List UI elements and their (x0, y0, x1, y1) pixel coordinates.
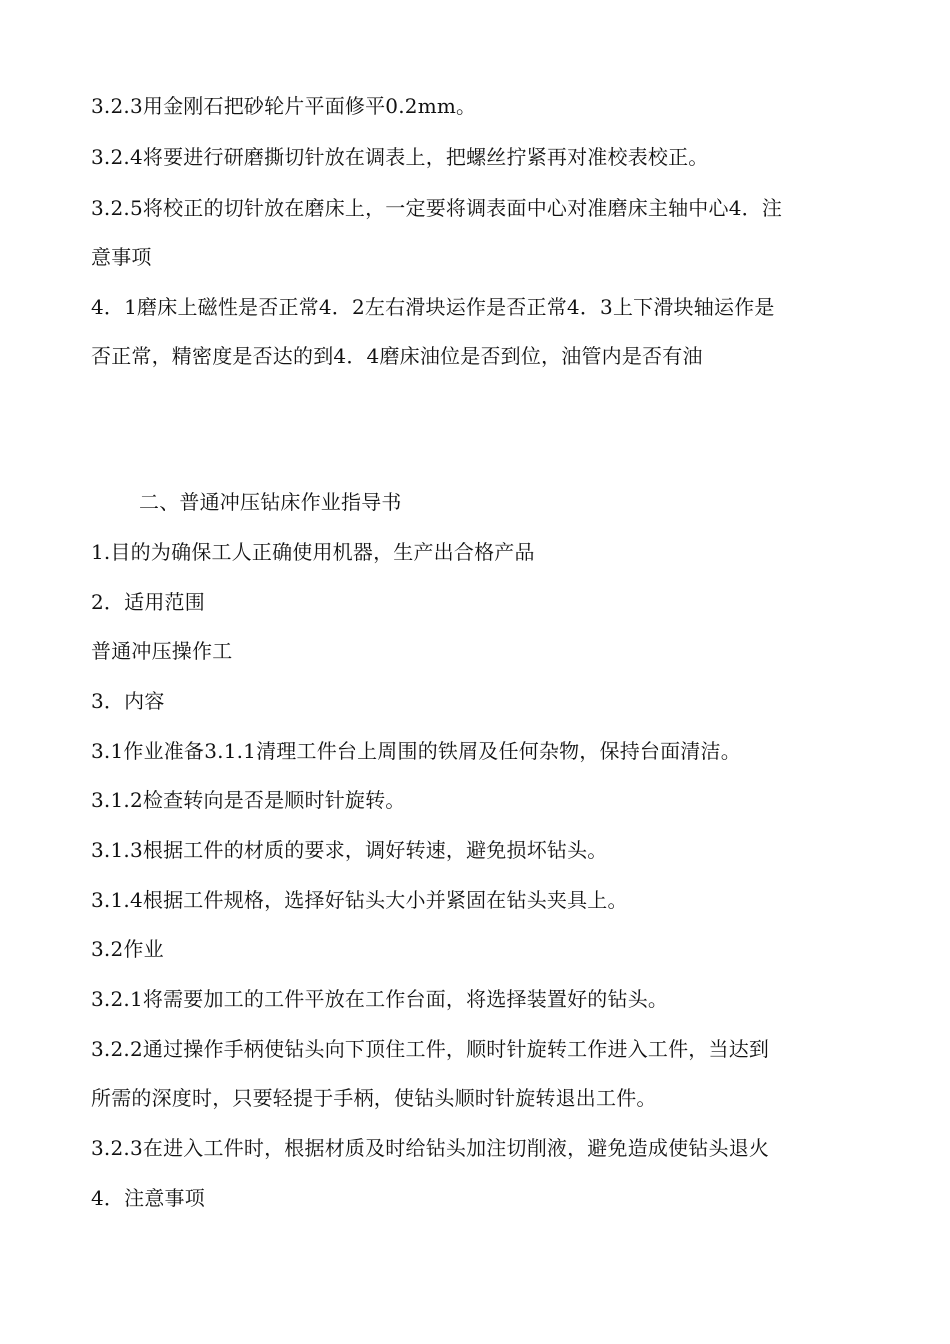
text-line-3-1-2: 3.1.2检查转向是否是顺时针旋转。 (91, 788, 406, 812)
text-line-3-2-3-drilling: 3.2.3在进入工件时，根据材质及时给钻头加注切削液，避免造成使钻头退火 (91, 1136, 770, 1160)
text-line-3-2-2: 3.2.2通过操作手柄使钻头向下顶住工件，顺时针旋转工作进入工件，当达到 (91, 1037, 770, 1061)
text-line-notes-heading: 4．注意事项 (91, 1186, 205, 1210)
text-line-purpose: 1.目的为确保工人正确使用机器，生产出合格产品 (91, 540, 535, 564)
text-line-scope-heading: 2．适用范围 (91, 590, 205, 614)
text-line-4-3-to-4-4: 否正常，精密度是否达的到4．4磨床油位是否到位，油管内是否有油 (91, 344, 703, 368)
text-line-4-1-to-4-3: 4．1磨床上磁性是否正常4．2左右滑块运作是否正常4．3上下滑块轴运作是 (91, 295, 775, 319)
text-line-3-2-2-continued: 所需的深度时，只要轻提于手柄，使钻头顺时针旋转退出工件。 (91, 1086, 657, 1110)
text-line-notes-heading-continued: 意事项 (91, 245, 152, 269)
text-line-3-1-4: 3.1.4根据工件规格，选择好钻头大小并紧固在钻头夹具上。 (91, 888, 628, 912)
text-line-3-2-3: 3.2.3用金刚石把砂轮片平面修平0.2mm。 (91, 94, 477, 118)
text-line-3-2-4: 3.2.4将要进行研磨撕切针放在调表上，把螺丝拧紧再对准校表校正。 (91, 145, 709, 169)
text-line-3-2-1: 3.2.1将需要加工的工件平放在工作台面，将选择装置好的钻头。 (91, 987, 669, 1011)
text-line-3-2-heading: 3.2作业 (91, 937, 164, 961)
text-line-content-heading: 3．内容 (91, 689, 165, 713)
text-line-3-2-5: 3.2.5将校正的切针放在磨床上，一定要将调表面中心对准磨床主轴中心4．注 (91, 196, 783, 220)
section-title: 二、普通冲压钻床作业指导书 (139, 490, 402, 514)
text-line-3-1-3: 3.1.3根据工件的材质的要求，调好转速，避免损坏钻头。 (91, 838, 608, 862)
text-line-3-1-1: 3.1作业准备3.1.1清理工件台上周围的铁屑及任何杂物，保持台面清洁。 (91, 739, 741, 763)
text-line-scope: 普通冲压操作工 (91, 639, 233, 663)
